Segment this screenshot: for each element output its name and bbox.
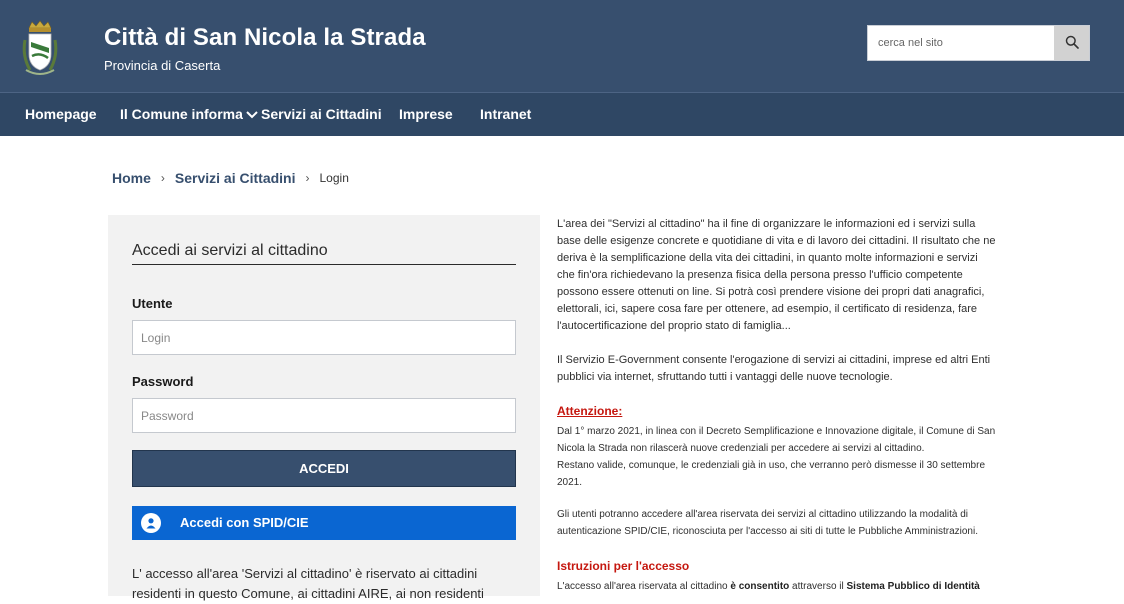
search-icon [1065,35,1079,52]
coat-of-arms-icon[interactable] [20,20,60,78]
site-title[interactable]: Città di San Nicola la Strada [104,24,426,51]
site-header [0,0,1124,92]
attention-spid-text: Gli utenti potranno accedere all'area riservata dei servizi al cittadino utilizzando la modalità di autenticazione SPID/CIE, riconosciuta per l'accesso ai siti di tutte le Pubbliche Amministrazioni. [557,509,978,537]
instructions-text-bold: è consentito [730,581,790,592]
nav-item-il-comune-informa[interactable] [120,106,258,122]
login-panel [108,215,540,601]
instructions-text [557,578,997,595]
breadcrumb-separator: › [305,171,310,185]
nav-item-label: Servizi ai Cittadini [261,106,382,122]
nav-item-label: Imprese [399,106,453,122]
instructions-text-part: L'accesso all'area riservata al cittadino [557,581,731,592]
spid-cie-login-button[interactable] [132,506,516,540]
search-button[interactable] [1054,26,1089,60]
breadcrumb-separator: › [160,171,165,185]
breadcrumb [112,170,349,186]
attention-heading: Attenzione: [557,404,623,418]
attention-text-line: Dal 1° marzo 2021, in linea con il Decreto Semplificazione e Innovazione digitale, il Comune di San Nicola la Strada non rilascerà nuove credenziali per accedere ai servizi al cittadino. [557,426,996,454]
main-nav [0,92,1124,136]
site-subtitle: Provincia di Caserta [104,58,221,73]
info-paragraph-intro: L'area dei "Servizi al cittadino" ha il fine di organizzare le informazioni ed i servizi sulla base delle esigenze concrete e quotidiane di vita e di lavoro dei cittadini. Il risultato che ne deriva è la semplificazione della vita dei cittadini, in quanto molte informazioni e servizi che fin'ora richiedevano la presenza fisica della persona presso l'ufficio competente possono essere ottenuti on line. Si potrà così prendere visione dei propri dati anagrafici, elettorali, ici, sapere cosa fare per ottenere, ad esempio, il certificato di residenza, fare l'autocertificazione del proprio stato di famiglia... [557,218,996,332]
password-label: Password [132,374,194,389]
instructions-text-bold: Sistema Pubblico di Identità [846,581,980,592]
search-input[interactable] [868,26,1054,60]
user-icon [141,513,161,533]
breadcrumb-home-link[interactable]: Home [112,170,151,186]
login-submit-button[interactable]: ACCEDI [132,450,516,487]
nav-item-homepage[interactable] [25,106,97,122]
login-note: L' accesso all'area 'Servizi al cittadino' è riservato ai cittadini residenti in questo Comune, ai cittadini AIRE, ai non residenti [132,566,484,601]
instructions-text-part: attraverso il [789,581,847,592]
nav-item-label: Intranet [480,106,532,122]
breadcrumb-current: Login [319,171,349,185]
username-label: Utente [132,296,173,311]
breadcrumb-section-link[interactable]: Servizi ai Cittadini [174,170,296,186]
search-box [867,25,1090,61]
nav-item-servizi-ai-cittadini[interactable] [261,106,382,122]
nav-item-label: Homepage [25,106,97,122]
nav-item-imprese[interactable] [399,106,453,122]
info-paragraph-egov: Il Servizio E-Government consente l'erogazione di servizi ai cittadini, imprese ed altri Enti pubblici via internet, sfruttando tutti i vantaggi delle nuove tecnologie. [557,354,991,383]
attention-text [557,423,997,491]
spid-button-label: Accedi con SPID/CIE [180,515,309,530]
chevron-down-icon [246,106,258,122]
nav-item-intranet[interactable] [480,106,531,122]
username-input[interactable] [132,320,516,355]
instructions-heading: Istruzioni per l'accesso [557,559,690,573]
attention-text-line: Restano valide, comunque, le credenziali già in uso, che verranno però dismesse il 30 settembre 2021. [557,460,986,488]
nav-item-label: Il Comune informa [120,106,243,122]
password-input[interactable] [132,398,516,433]
login-title: Accedi ai servizi al cittadino [132,242,516,265]
